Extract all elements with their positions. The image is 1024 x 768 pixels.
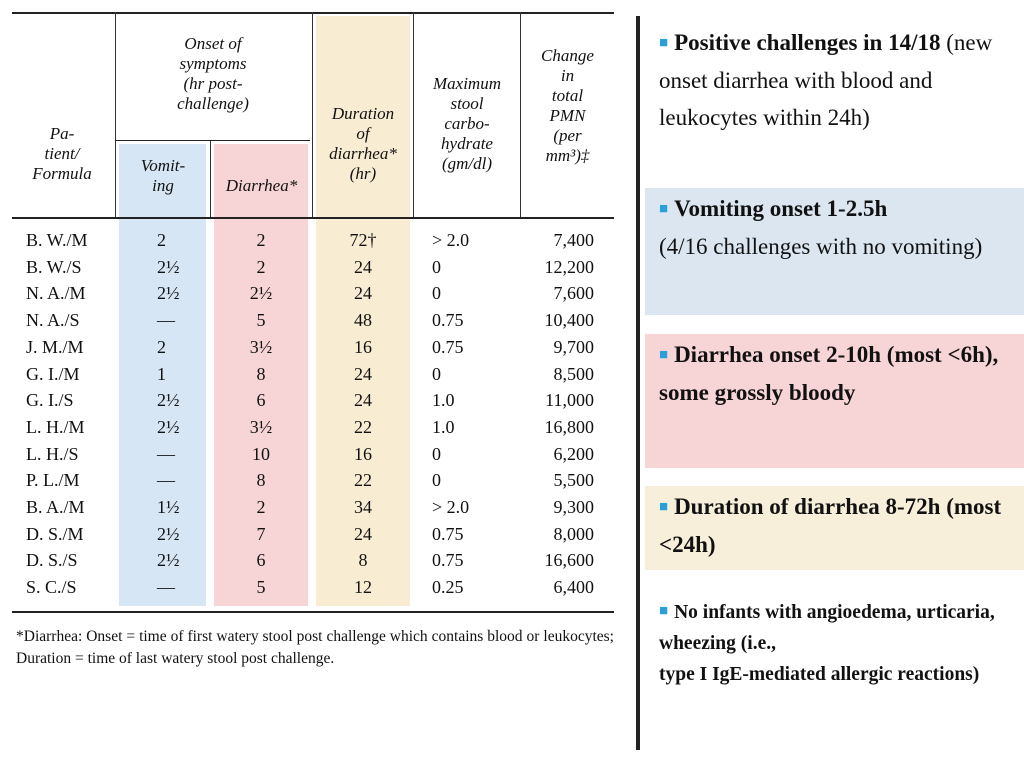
cell-vomiting: 2	[157, 230, 166, 250]
square-bullet-icon: ■	[659, 347, 669, 363]
header-bottom-rule	[12, 217, 614, 219]
cell-diarrhea: 2	[256, 230, 266, 250]
cell-duration: 22	[354, 470, 372, 491]
cell-pmn: 6,400	[553, 577, 594, 598]
bullet-bold-text: Positive challenges in 14/18	[674, 30, 941, 55]
bullet-bold-text: Diarrhea onset 2-10h (most <6h), some grossly bloody	[659, 342, 999, 405]
square-bullet-icon: ■	[659, 603, 669, 619]
table-row	[12, 361, 614, 388]
cell-pmn: 12,200	[544, 256, 594, 277]
cell-vomiting: 2½	[157, 256, 180, 277]
cell-max-stool: 0.75	[432, 336, 464, 357]
square-bullet-icon: ■	[659, 499, 669, 515]
cell-vomiting: —	[157, 577, 175, 598]
cell-diarrhea: 10	[252, 443, 270, 464]
cell-patient: D. S./S	[26, 550, 78, 571]
bullet-rest-text: (4/16 challenges with no vomiting)	[659, 234, 983, 259]
header-pmn: Change in total PMN (per mm³)‡	[541, 46, 594, 165]
header-max-stool: Maximum stool carbo- hydrate (gm/dl)	[433, 74, 501, 173]
table-row	[12, 547, 614, 574]
cell-vomiting: 1	[157, 363, 166, 384]
cell-diarrhea: 3½	[249, 336, 273, 357]
cell-max-stool: 0	[432, 283, 441, 304]
cell-pmn: 7,600	[553, 283, 594, 304]
cell-patient: B. W./S	[26, 256, 82, 277]
cell-duration: 24	[354, 283, 372, 304]
cell-patient: S. C./S	[26, 577, 77, 598]
bullet-rest-text: (new onset diarrhea with blood and leukocytes within 24h)	[659, 30, 993, 130]
bullet-bold-text: Vomiting onset 1-2.5h	[674, 196, 888, 221]
cell-vomiting: —	[157, 310, 175, 331]
cell-diarrhea: 2½	[249, 283, 273, 304]
table-row	[12, 574, 614, 601]
study-table	[12, 12, 614, 712]
cell-duration: 16	[354, 443, 372, 464]
cell-vomiting: 2½	[157, 416, 180, 437]
cell-diarrhea: 8	[256, 470, 266, 491]
table-bottom-rule	[12, 611, 614, 613]
cell-diarrhea: 8	[256, 363, 266, 384]
cell-diarrhea: 6	[256, 390, 266, 411]
cell-pmn: 11,000	[545, 390, 594, 411]
cell-vomiting: —	[157, 443, 175, 464]
cell-diarrhea: 3½	[249, 416, 273, 437]
table-row	[12, 307, 614, 334]
cell-duration: 24	[354, 363, 372, 384]
cell-patient: L. H./S	[26, 443, 79, 464]
cell-vomiting: 2½	[157, 283, 180, 304]
header-patient: Pa- tient/ Formula	[32, 124, 92, 183]
bullet-bold-text: No infants with angioedema, urticaria, wheezing (i.e., type I IgE-mediated allergic reactions)	[659, 602, 995, 685]
cell-max-stool: > 2.0	[432, 230, 470, 250]
cell-patient: P. L./M	[26, 470, 80, 491]
bullet-panel-vomiting	[645, 188, 1024, 315]
cell-diarrhea: 5	[256, 310, 266, 331]
onset-subheader-rule	[116, 140, 310, 141]
cell-pmn: 10,400	[544, 310, 594, 331]
cell-diarrhea: 2	[256, 256, 266, 277]
header-duration: Duration of diarrhea* (hr)	[329, 104, 397, 183]
cell-pmn: 5,500	[553, 470, 594, 491]
cell-diarrhea: 7	[256, 523, 266, 544]
cell-duration: 34	[354, 497, 372, 517]
cell-vomiting: 2½	[157, 523, 180, 544]
cell-max-stool: 0	[432, 470, 441, 491]
bullet-text	[659, 596, 1010, 690]
cell-duration: 72†	[349, 230, 377, 250]
cell-max-stool: 0.75	[432, 550, 464, 571]
square-bullet-icon: ■	[659, 201, 669, 217]
cell-pmn: 16,800	[544, 416, 594, 437]
cell-pmn: 9,700	[553, 336, 594, 357]
cell-patient: N. A./S	[26, 310, 80, 331]
table-row	[12, 227, 614, 254]
table-row	[12, 414, 614, 441]
cell-duration: 48	[354, 310, 372, 331]
cell-max-stool: 1.0	[432, 390, 455, 411]
table-row	[12, 387, 614, 414]
bullet-panel-diarrhea-onset	[645, 334, 1024, 468]
cell-duration: 22	[354, 416, 372, 437]
bullet-panel-duration	[645, 486, 1024, 570]
cell-max-stool: 1.0	[432, 416, 455, 437]
cell-max-stool: 0.75	[432, 310, 464, 331]
table-footnote: *Diarrhea: Onset = time of first watery stool post challenge which contains blood or leukocytes; Duration = time of last watery stool post challenge.	[16, 628, 614, 667]
cell-max-stool: 0	[432, 443, 441, 464]
cell-vomiting: —	[157, 470, 175, 491]
cell-pmn: 8,500	[553, 363, 594, 384]
cell-vomiting: 1½	[157, 497, 180, 517]
bullet-panel-no-allergy	[645, 594, 1024, 754]
cell-pmn: 6,200	[553, 443, 594, 464]
cell-duration: 12	[354, 577, 372, 598]
square-bullet-icon: ■	[659, 35, 669, 51]
table-top-rule	[12, 12, 614, 14]
cell-patient: B. W./M	[26, 230, 88, 250]
table-row	[12, 521, 614, 548]
table-row	[12, 441, 614, 468]
cell-pmn: 16,600	[544, 550, 594, 571]
cell-patient: G. I./M	[26, 363, 80, 384]
cell-vomiting: 2½	[157, 550, 180, 571]
cell-max-stool: 0	[432, 256, 441, 277]
cell-patient: N. A./M	[26, 283, 86, 304]
table-row	[12, 334, 614, 361]
cell-max-stool: 0.25	[432, 577, 464, 598]
cell-patient: J. M./M	[26, 336, 84, 357]
header-onset: Onset of symptoms (hr post- challenge)	[177, 34, 249, 113]
bullet-text	[659, 488, 1010, 563]
bullet-panel-positive-challenges	[645, 22, 1024, 182]
cell-max-stool: 0	[432, 363, 441, 384]
bullet-bold-text: Duration of diarrhea 8-72h (most <24h)	[659, 494, 1002, 557]
table-row	[12, 494, 614, 521]
cell-patient: L. H./M	[26, 416, 85, 437]
cell-patient: B. A./M	[26, 497, 85, 517]
cell-patient: D. S./M	[26, 523, 84, 544]
cell-vomiting: 2½	[157, 390, 180, 411]
table-row	[12, 280, 614, 307]
cell-duration: 24	[354, 523, 372, 544]
table-row	[12, 467, 614, 494]
cell-diarrhea: 6	[256, 550, 266, 571]
cell-diarrhea: 2	[256, 497, 266, 517]
cell-pmn: 7,400	[553, 230, 594, 250]
cell-pmn: 9,300	[553, 497, 594, 517]
cell-duration: 24	[354, 256, 372, 277]
cell-max-stool: 0.75	[432, 523, 464, 544]
cell-duration: 24	[354, 390, 372, 411]
cell-max-stool: > 2.0	[432, 497, 470, 517]
bullet-text	[659, 190, 1010, 265]
vertical-divider	[636, 16, 640, 750]
cell-duration: 16	[354, 336, 372, 357]
header-diarrhea: Diarrhea*	[225, 176, 298, 195]
header-vomiting: Vomit- ing	[140, 156, 186, 195]
table-row	[12, 254, 614, 281]
cell-duration: 8	[358, 550, 368, 571]
bullet-text	[659, 336, 1010, 411]
cell-patient: G. I./S	[26, 390, 74, 411]
cell-vomiting: 2	[157, 336, 166, 357]
cell-diarrhea: 5	[256, 577, 266, 598]
cell-pmn: 8,000	[553, 523, 594, 544]
bullet-text	[659, 24, 1010, 136]
